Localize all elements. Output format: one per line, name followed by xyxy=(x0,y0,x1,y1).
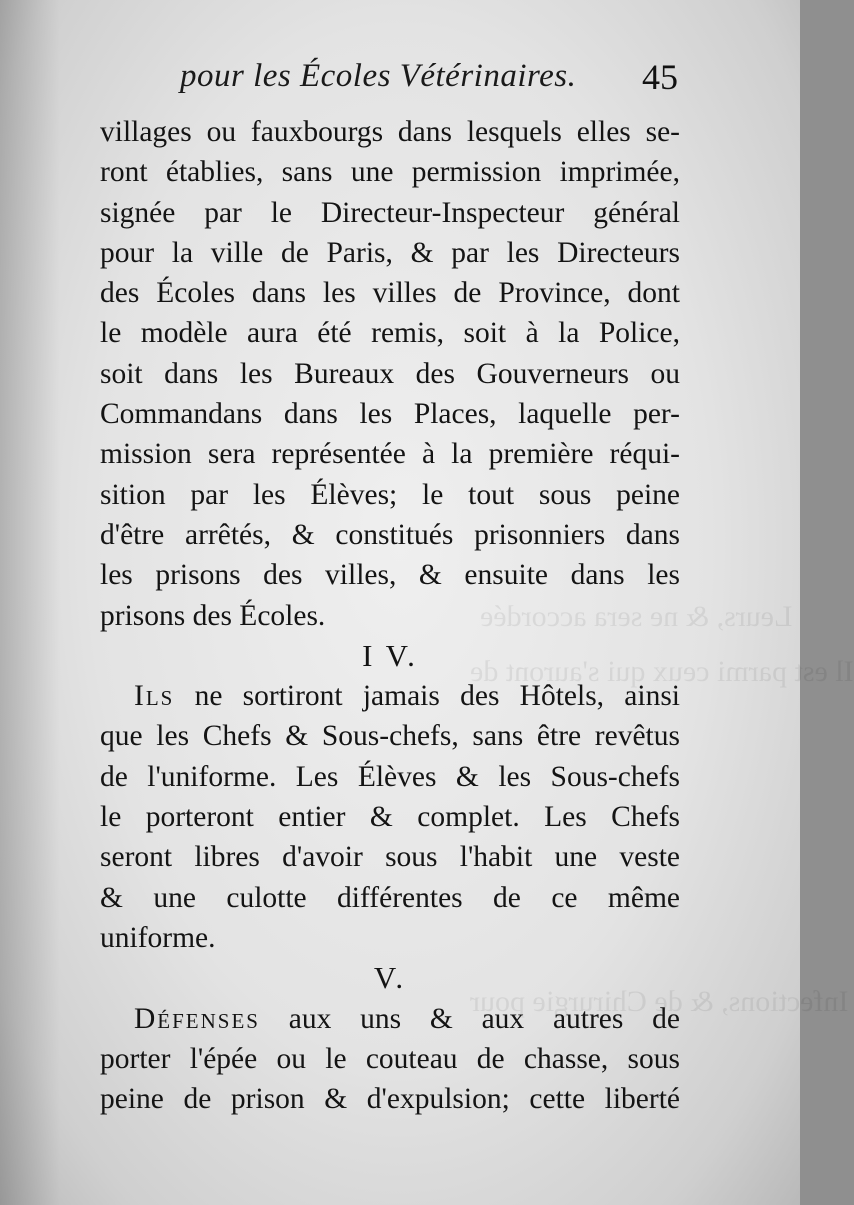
text-line: ront établies, sans une permission imprimée, xyxy=(100,156,680,189)
text-line: pour la ville de Paris, & par les Directeurs xyxy=(100,236,680,269)
text-line: sition par les Élèves; le tout sous peine xyxy=(100,478,680,511)
paragraph-first-line-text: ne sortiront jamais des Hôtels, ainsi xyxy=(194,680,680,713)
show-through-2: Il est parmi ceux qui s'auront de xyxy=(470,655,854,688)
text-line: peine de prison & d'expulsion; cette liberté xyxy=(100,1083,680,1116)
text-line: de l'uniforme. Les Élèves & les Sous-chefs xyxy=(100,760,680,793)
page-number: 45 xyxy=(642,57,678,97)
page-text xyxy=(100,112,680,1119)
text-line: porter l'épée ou le couteau de chasse, sous xyxy=(100,1042,680,1075)
show-through-1: Leurs, & ne sera accordée xyxy=(480,600,793,633)
running-head xyxy=(100,58,680,102)
paragraph-first-line-text: aux uns & aux autres de xyxy=(288,1002,680,1035)
paragraph-first-line xyxy=(100,676,680,716)
text-line: le porteront entier & complet. Les Chefs xyxy=(100,801,680,834)
text-line: seront libres d'avoir sous l'habit une veste xyxy=(100,841,680,874)
text-line: Commandans dans les Places, laquelle per- xyxy=(100,398,680,431)
gutter-shadow xyxy=(0,0,60,1205)
text-line: mission sera représentée à la première réqui- xyxy=(100,438,680,471)
text-line: d'être arrêtés, & constitués prisonniers dans xyxy=(100,518,680,551)
section-heading-v: V. xyxy=(373,960,407,996)
text-line: & une culotte différentes de ce même xyxy=(100,881,680,914)
text-line: soit dans les Bureaux des Gouverneurs ou xyxy=(100,357,680,390)
text-line: le modèle aura été remis, soit à la Police, xyxy=(100,317,680,350)
text-line: prisons des Écoles. xyxy=(100,599,326,632)
text-line: des Écoles dans les villes de Province, dont xyxy=(100,277,680,310)
text-line: uniforme. xyxy=(100,921,216,954)
section-heading-iv: I V. xyxy=(362,637,418,673)
text-line: signée par le Directeur-Inspecteur général xyxy=(100,196,680,229)
show-through-3: Infections, & de Chirurgie pour xyxy=(470,985,849,1018)
text-line: les prisons des villes, & ensuite dans les xyxy=(100,559,680,592)
paragraph-lead: Défenses xyxy=(134,1002,260,1035)
running-title: pour les Écoles Vétérinaires. xyxy=(180,58,577,94)
paragraph-first-line xyxy=(100,999,680,1039)
text-line: villages ou fauxbourgs dans lesquels elles se- xyxy=(100,116,680,148)
paragraph-lead: Ils xyxy=(134,680,175,713)
text-line: que les Chefs & Sous-chefs, sans être revêtus xyxy=(100,720,680,753)
